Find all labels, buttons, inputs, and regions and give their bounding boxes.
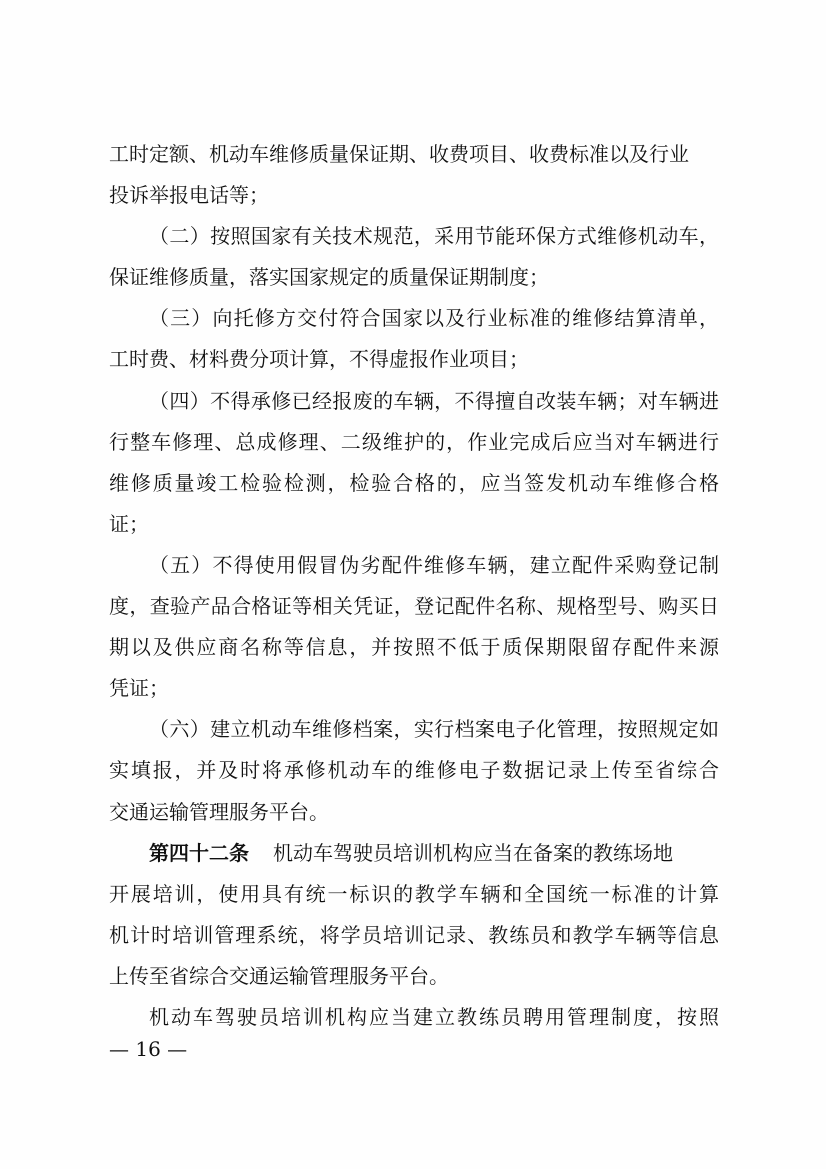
body-line-17: 交通运输管理服务平台。	[109, 800, 329, 824]
body-line-21: 上传至省综合交通运输管理服务平台。	[109, 964, 449, 988]
body-line-19: 开展培训，使用具有统一标识的教学车辆和全国统一标准的计算	[109, 882, 719, 906]
article-text: 机动车驾驶员培训机构应当在备案的教练场地	[273, 841, 673, 865]
page-number: — 16 —	[109, 1037, 188, 1061]
body-line-2: 投诉举报电话等；	[109, 183, 269, 207]
body-line-20: 机计时培训管理系统，将学员培训记录、教练员和教学车辆等信息	[109, 923, 719, 947]
body-line-5: （三）向托修方交付符合国家以及行业标准的维修结算清单，	[149, 306, 719, 330]
article-line	[149, 838, 719, 868]
body-line-9: 维修质量竣工检验检测，检验合格的，应当签发机动车维修合格	[109, 471, 719, 495]
body-line-8: 行整车修理、总成修理、二级维护的，作业完成后应当对车辆进行	[109, 430, 719, 454]
body-line-4: 保证维修质量，落实国家规定的质量保证期制度；	[109, 265, 549, 289]
body-line-3: （二）按照国家有关技术规范，采用节能环保方式维修机动车，	[149, 224, 719, 248]
body-line-12: 度，查验产品合格证等相关凭证，登记配件名称、规格型号、购买日	[109, 594, 719, 618]
body-line-7: （四）不得承修已经报废的车辆，不得擅自改装车辆；对车辆进	[149, 389, 719, 413]
body-line-16: 实填报，并及时将承修机动车的维修电子数据记录上传至省综合	[109, 758, 719, 782]
article-heading: 第四十二条	[149, 841, 249, 865]
body-line-15: （六）建立机动车维修档案，实行档案电子化管理，按照规定如	[149, 717, 719, 741]
body-line-14: 凭证；	[109, 676, 169, 700]
body-line-1: 工时定额、机动车维修质量保证期、收费项目、收费标准以及行业	[109, 142, 689, 166]
body-line-11: （五）不得使用假冒伪劣配件维修车辆，建立配件采购登记制	[149, 553, 719, 577]
body-line-13: 期以及供应商名称等信息，并按照不低于质保期限留存配件来源	[109, 635, 719, 659]
body-line-6: 工时费、材料费分项计算，不得虚报作业项目；	[109, 347, 529, 371]
body-line-22: 机动车驾驶员培训机构应当建立教练员聘用管理制度，按照	[149, 1005, 719, 1029]
body-line-10: 证；	[109, 512, 149, 536]
